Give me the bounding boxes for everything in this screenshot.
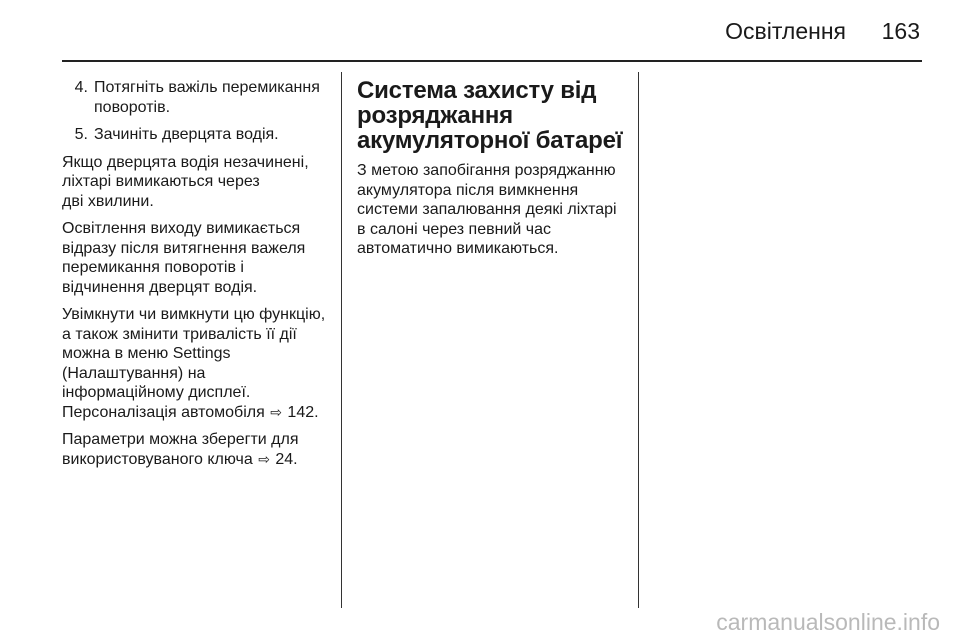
text-line: поворотів. — [94, 98, 171, 116]
heading-line: Система захисту від — [357, 77, 597, 104]
step-number: 4. — [74, 79, 88, 96]
page-header — [0, 0, 960, 62]
watermark: carmanualsonline.info — [716, 609, 940, 635]
text-line: (Налаштування) на — [62, 364, 206, 382]
text-line: системи запалювання деякі ліхтарі — [357, 201, 617, 218]
text-line: Параметри можна зберегти для — [62, 431, 299, 448]
text-line: відразу після витягнення важеля — [62, 239, 306, 257]
page-reference-icon: ⇨ — [270, 403, 282, 420]
section-body — [357, 161, 632, 259]
page-reference-link[interactable]: 142. — [287, 403, 319, 421]
text-line: З метою запобігання розряджанню — [357, 162, 616, 179]
text-line: автоматично вимикаються. — [357, 240, 559, 257]
text-line: дві хвилини. — [62, 192, 154, 210]
paragraph-key — [62, 430, 334, 469]
heading-line: акумуляторної батареї — [357, 127, 623, 154]
column-1 — [62, 78, 334, 477]
header-divider — [62, 60, 922, 62]
text-line: Якщо дверцята водія незачинені, — [62, 153, 309, 171]
column-divider-right — [638, 72, 639, 608]
text-line: Освітлення виходу вимикається — [62, 220, 301, 237]
column-divider-left — [341, 72, 342, 608]
text-line: в салоні через певний час — [357, 220, 552, 238]
step-number: 5. — [74, 126, 88, 143]
paragraph-door-open — [62, 153, 334, 212]
column-2 — [357, 78, 632, 259]
text-line: Увімкнути чи вимкнути цю функцію, — [62, 306, 326, 323]
text-line: Зачиніть дверцята водія. — [94, 126, 279, 143]
text-line: можна в меню Settings — [62, 345, 231, 362]
text-line-with-ref — [62, 403, 334, 423]
paragraph-exit-lighting — [62, 219, 334, 297]
step-text — [94, 125, 334, 145]
step-4 — [62, 78, 334, 117]
page-number: 163 — [881, 18, 920, 44]
page-title: Освітлення — [725, 18, 846, 44]
heading-line: розряджання — [357, 102, 513, 129]
text-line: Персоналізація автомобіля — [62, 403, 265, 421]
page-reference-icon: ⇨ — [258, 450, 270, 467]
step-5 — [62, 125, 334, 145]
text-line: використовуваного ключа — [62, 450, 253, 468]
section-heading — [357, 78, 632, 153]
text-line: відчинення дверцят водія. — [62, 278, 258, 296]
text-line-with-ref — [62, 450, 334, 470]
page-reference-link[interactable]: 24. — [275, 450, 298, 468]
text-line: а також змінити тривалість її дії — [62, 325, 297, 343]
step-text — [94, 78, 334, 117]
text-line: акумулятора після вимкнення — [357, 181, 579, 199]
text-line: інформаційному дисплеї. — [62, 384, 251, 401]
text-line: перемикання поворотів і — [62, 259, 244, 276]
paragraph-settings — [62, 305, 334, 422]
text-line: ліхтарі вимикаються через — [62, 173, 260, 190]
text-line: Потягніть важіль перемикання — [94, 79, 320, 96]
